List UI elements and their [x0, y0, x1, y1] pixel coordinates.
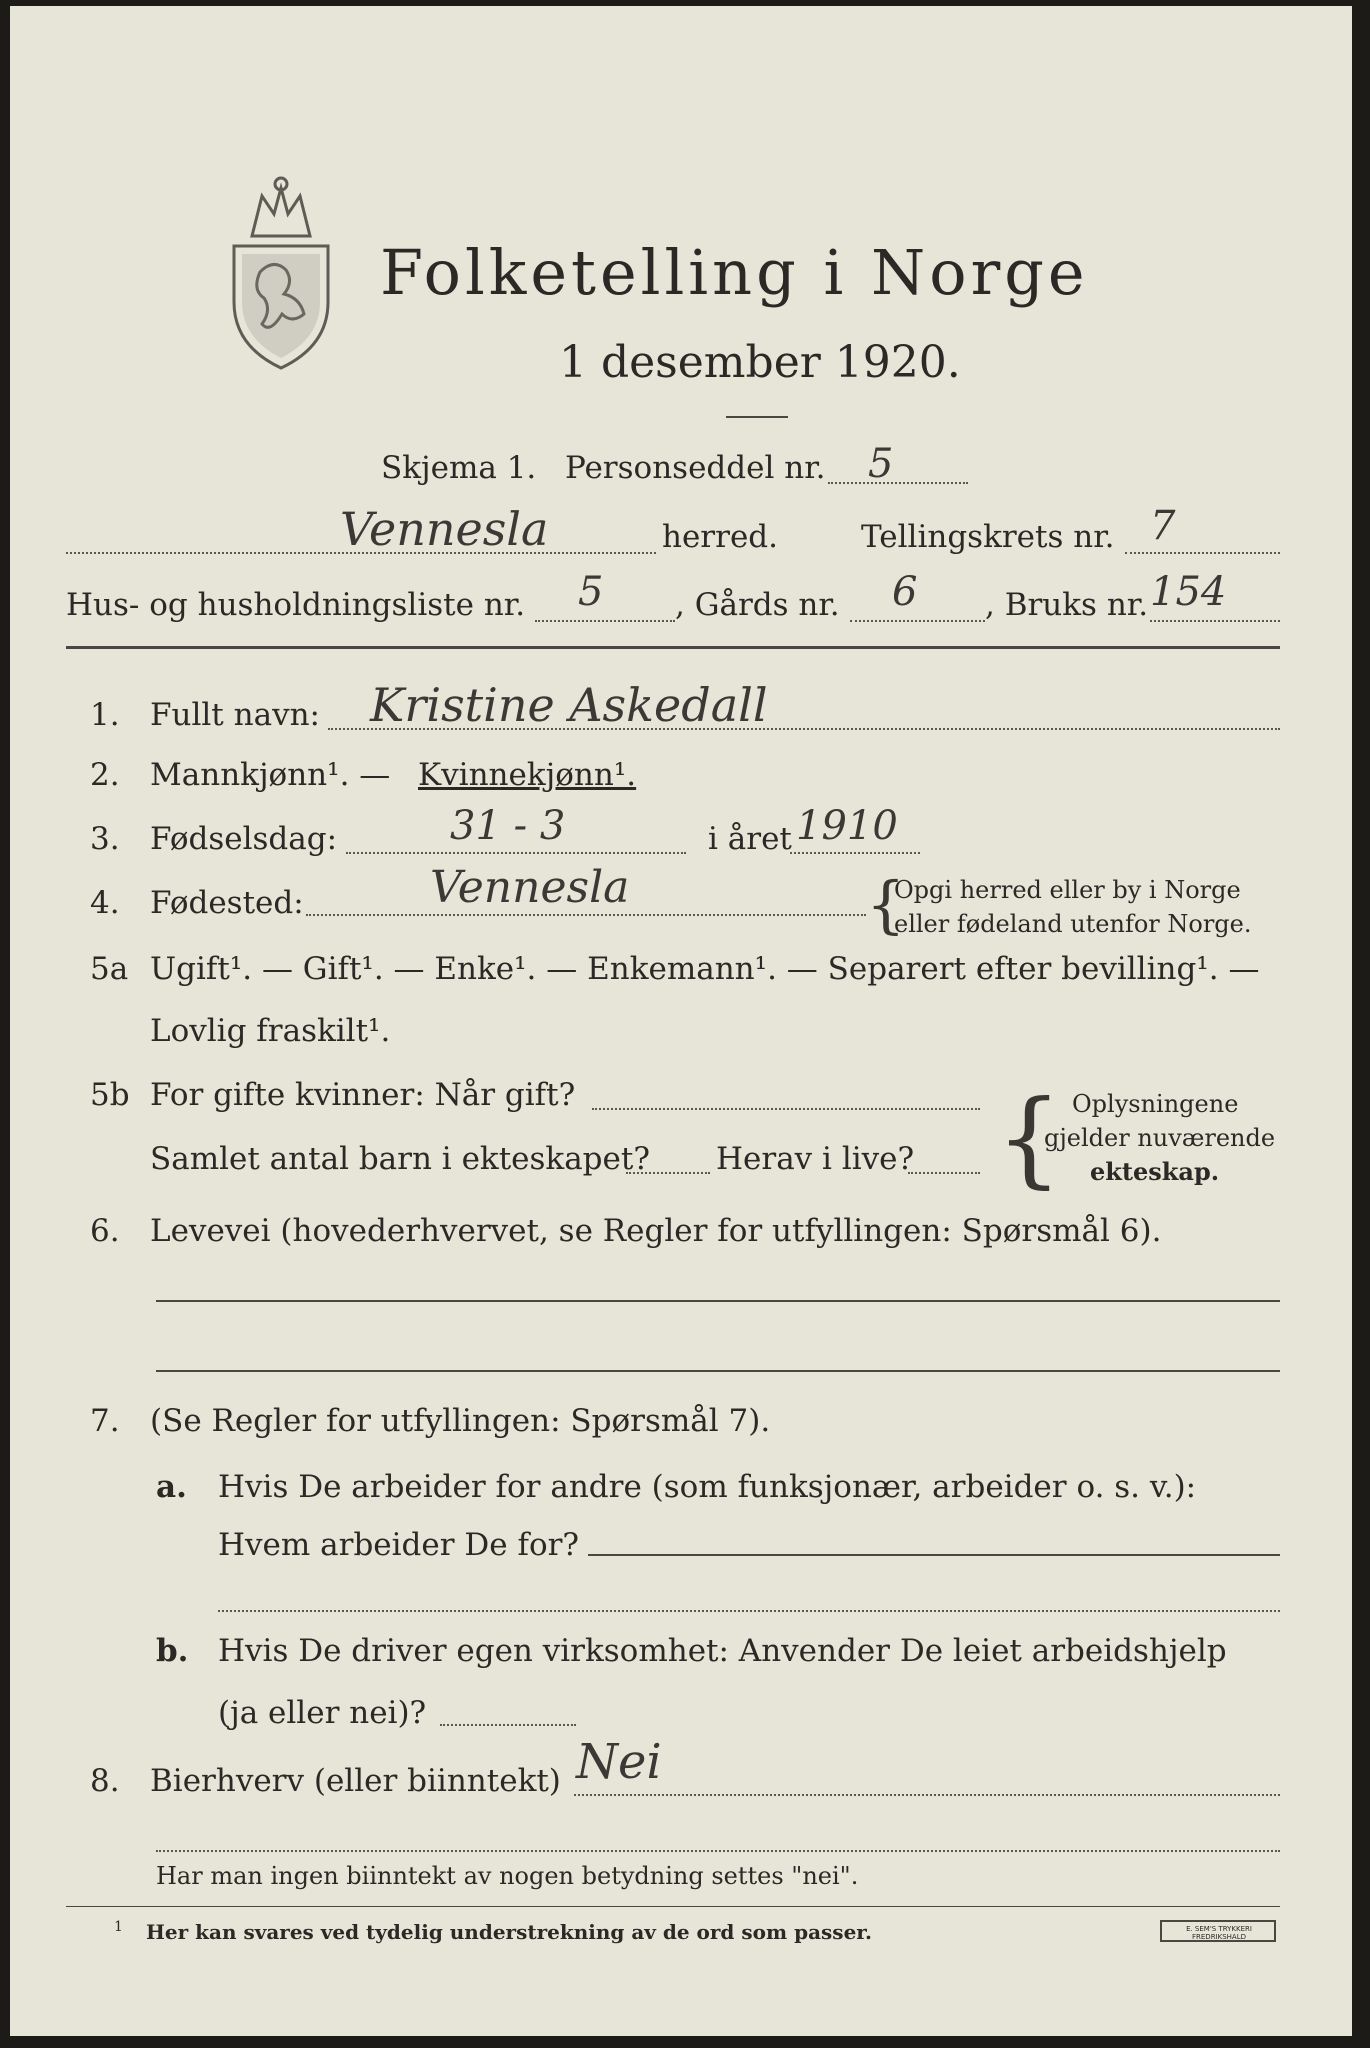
bruks-value[interactable]: 154 — [1150, 569, 1227, 615]
q7b-answer-line[interactable] — [440, 1724, 576, 1726]
husholdningsliste-label: Hus- og husholdningsliste nr. — [66, 587, 526, 623]
q7b-yes-no-label: (ja eller nei)? — [218, 1695, 427, 1731]
q3-label: Fødselsdag: — [150, 821, 338, 857]
q3-number: 3. — [90, 821, 120, 857]
birthday-value[interactable]: 31 - 3 — [450, 803, 566, 849]
q5b-number: 5b — [90, 1077, 130, 1113]
q5b-married-when: For gifte kvinner: Når gift? — [150, 1077, 576, 1113]
q7a-extra-line[interactable] — [218, 1610, 1280, 1612]
q7b-question: Hvis De driver egen virksomhet: Anvender De leiet arbeidshjelp — [218, 1633, 1227, 1669]
q8-number: 8. — [90, 1763, 120, 1799]
q5b-note-line3: ekteskap. — [1090, 1157, 1220, 1186]
footnote-text: Her kan svares ved tydelig understrekning av de ord som passer. — [146, 1920, 872, 1944]
q7b-number: b. — [156, 1633, 189, 1669]
female-option[interactable]: Kvinnekjønn¹. — [418, 757, 637, 793]
q7a-employer-line[interactable] — [588, 1554, 1280, 1556]
q7-number: 7. — [90, 1403, 120, 1439]
q7a-number: a. — [156, 1469, 187, 1505]
q4-note-line1: Opgi herred eller by i Norge — [894, 876, 1241, 904]
norwegian-coat-of-arms-icon — [222, 174, 340, 374]
personseddel-value[interactable]: 5 — [868, 441, 894, 487]
tellingskrets-value[interactable]: 7 — [1150, 503, 1176, 549]
printer-stamp: E. SEM'S TRYKKERI FREDRIKSHALD — [1160, 1920, 1276, 1942]
q7-label: (Se Regler for utfyllingen: Spørsmål 7). — [150, 1403, 771, 1439]
gards-label: , Gårds nr. — [675, 587, 840, 623]
q5b-children-total: Samlet antal barn i ekteskapet? — [150, 1141, 650, 1177]
birth-year-value[interactable]: 1910 — [796, 803, 898, 849]
q5b-note-brace: { — [996, 1077, 1063, 1199]
marital-status-options: Ugift¹. — Gift¹. — Enke¹. — Enkemann¹. — Separert efter bevilling¹. — — [150, 951, 1260, 987]
marital-status-divorced: Lovlig fraskilt¹. — [150, 1013, 391, 1049]
q6-number: 6. — [90, 1213, 120, 1249]
footer-divider — [66, 1906, 1280, 1907]
nei-instruction: Har man ingen biinntekt av nogen betydning settes "nei". — [156, 1862, 859, 1890]
q4-label: Fødested: — [150, 885, 304, 921]
q2-number: 2. — [90, 757, 120, 793]
bruks-label: , Bruks nr. — [985, 587, 1149, 623]
census-form-sheet — [10, 6, 1352, 2036]
herred-label: herred. — [662, 519, 778, 555]
herred-value[interactable]: Vennesla — [340, 502, 549, 556]
gards-value[interactable]: 6 — [892, 569, 918, 615]
q4-number: 4. — [90, 885, 120, 921]
q5b-children-alive: Herav i live? — [716, 1141, 915, 1177]
personseddel-label: Personseddel nr. — [565, 450, 826, 486]
form-title: Folketelling i Norge — [380, 236, 1089, 309]
q6-answer-line2[interactable] — [156, 1370, 1280, 1372]
header-divider — [66, 646, 1280, 649]
q6-label: Levevei (hovederhvervet, se Regler for utfyllingen: Spørsmål 6). — [150, 1213, 1162, 1249]
husholdningsliste-value[interactable]: 5 — [578, 569, 604, 615]
q7a-employer-label: Hvem arbeider De for? — [218, 1527, 580, 1563]
q5b-note-line1: Oplysningene — [1072, 1090, 1239, 1118]
side-income-value[interactable]: Nei — [576, 1734, 662, 1790]
male-option: Mannkjønn¹. — — [150, 757, 391, 793]
q7a-question: Hvis De arbeider for andre (som funksjonær, arbeider o. s. v.): — [218, 1469, 1197, 1505]
birthplace-value[interactable]: Vennesla — [430, 862, 630, 913]
footnote-mark: 1 — [114, 1919, 123, 1935]
q6-answer-line1[interactable] — [156, 1300, 1280, 1302]
q5a-number: 5a — [90, 951, 129, 987]
title-divider — [726, 416, 788, 418]
full-name-value[interactable]: Kristine Askedall — [370, 678, 768, 732]
q1-number: 1. — [90, 697, 120, 733]
q4-note-brace: { — [866, 868, 906, 941]
tellingskrets-label: Tellingskrets nr. — [861, 519, 1115, 555]
q8-label: Bierhverv (eller biinntekt) — [150, 1763, 561, 1799]
q4-note-line2: eller fødeland utenfor Norge. — [894, 910, 1252, 938]
q1-label: Fullt navn: — [150, 697, 320, 733]
year-label: i året — [708, 821, 792, 857]
census-date: 1 desember 1920. — [559, 337, 961, 388]
q5b-note-line2: gjelder nuværende — [1044, 1124, 1276, 1152]
skjema-label: Skjema 1. — [381, 450, 537, 486]
